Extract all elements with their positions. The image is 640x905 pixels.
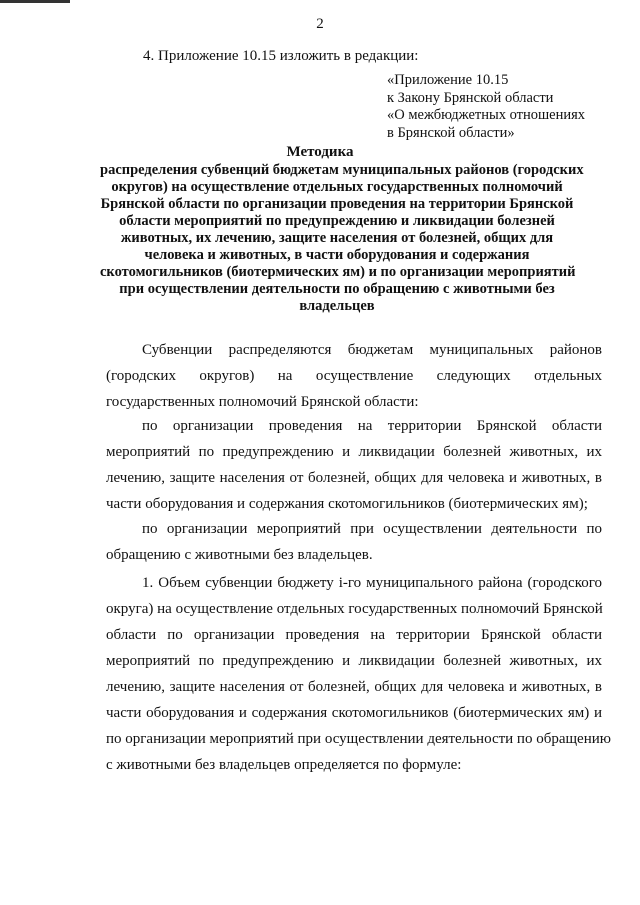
appendix-ref-line: «Приложение 10.15 [387,72,509,88]
paragraph-line: по организации мероприятий при осуществлении деятельности по [142,521,602,537]
paragraph-line: части оборудования и содержания скотомогильников (биотермических ям) и [106,705,602,721]
scan-artifact-line [0,0,70,3]
subtitle-line: Брянской области по организации проведения на территории Брянской [100,196,574,212]
appendix-reference [387,72,585,142]
page-number: 2 [316,16,324,32]
paragraph-line: части оборудования и содержания скотомогильников (биотермических ям); [106,496,588,512]
subtitle-line: области мероприятий по предупреждению и ликвидации болезней [119,213,555,229]
paragraph-line: обращению с животными без владельцев. [106,547,373,563]
paragraph-line: 1. Объем субвенции бюджету i-го муниципального района (городского [142,575,602,591]
paragraph-line: области по организации проведения на территории Брянской области [106,627,602,643]
paragraph-disease-prevention [106,413,602,517]
appendix-ref-line: к Закону Брянской области [387,89,554,106]
subtitle-line: округов) на осуществление отдельных государственных полномочий [111,179,563,195]
paragraph-line: Субвенции распределяются бюджетам муниципальных районов [142,342,602,358]
methodology-title: Методика [286,144,354,160]
subtitle-line: человека и животных, в части оборудования и содержания [144,247,530,263]
appendix-ref-line: в Брянской области» [387,124,515,141]
subtitle-line: при осуществлении деятельности по обращению с животными без [119,281,555,297]
paragraph-subvention-volume [106,570,611,778]
paragraph-line: округа) на осуществление отдельных государственных полномочий Брянской [106,601,603,617]
subtitle-line: скотомогильников (биотермических ям) и по организации мероприятий [100,264,576,280]
paragraph-line: мероприятий по предупреждению и ликвидации болезней животных, их [106,653,602,669]
appendix-ref-line: «О межбюджетных отношениях [387,107,586,123]
paragraph-line: лечению, защите населения от болезней, общих для человека и животных, в [106,679,602,695]
paragraph-line: лечению, защите населения от болезней, общих для человека и животных, в [106,470,602,486]
paragraph-line: (городских округов) на осуществление следующих отдельных [106,368,602,384]
paragraph-line: мероприятий по предупреждению и ликвидации болезней животных, их [106,444,602,460]
methodology-subtitle [100,162,584,315]
paragraph-stray-animals [106,516,602,568]
paragraph-line: по организации проведения на территории Брянской области [142,418,602,434]
amendment-item: 4. Приложение 10.15 изложить в редакции: [143,48,419,64]
paragraph-line: по организации мероприятий при осуществлении деятельности по обращению [106,731,611,747]
paragraph-subventions-intro [106,337,602,415]
subtitle-line: животных, их лечению, защите населения от болезней, общих для [120,230,554,246]
subtitle-line: распределения субвенций бюджетам муниципальных районов (городских [100,162,584,178]
subtitle-line: владельцев [299,298,375,314]
paragraph-line: с животными без владельцев определяется по формуле: [106,757,462,773]
paragraph-line: государственных полномочий Брянской области: [106,394,419,410]
